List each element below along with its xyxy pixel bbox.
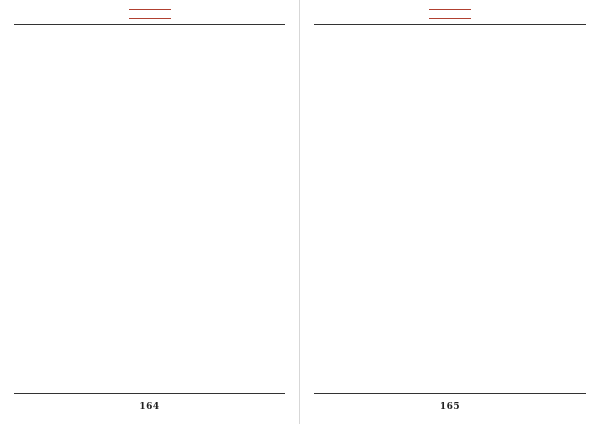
- running-head-ornament: [429, 9, 471, 19]
- right-page: [300, 0, 600, 424]
- running-head-left: [0, 8, 299, 20]
- page-number-right: 165: [439, 402, 461, 412]
- footer-rule: [314, 393, 586, 394]
- page-number-left: 164: [139, 402, 160, 412]
- running-head-ornament: [129, 9, 171, 19]
- running-head-right: [300, 8, 600, 20]
- footer-rule: [14, 393, 285, 394]
- text-block-left: [20, 34, 279, 390]
- text-block-right: [320, 34, 580, 390]
- header-rule: [14, 24, 285, 25]
- header-rule: [314, 24, 586, 25]
